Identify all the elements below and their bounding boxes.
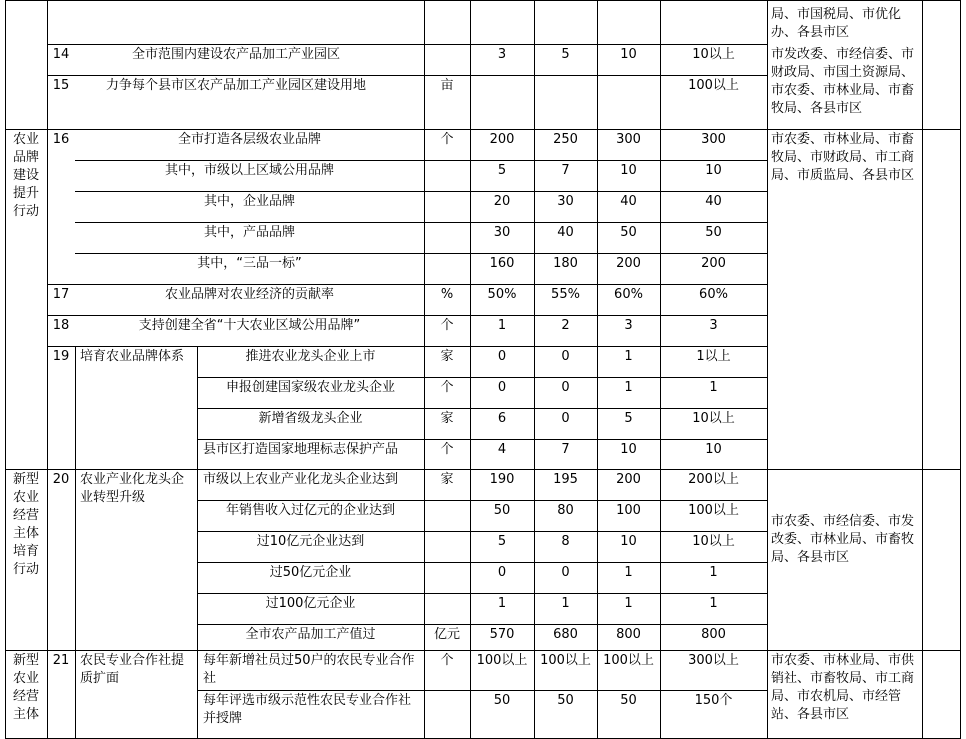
- value-cell: 50: [620, 225, 637, 240]
- department-cell: 市农委、市林业局、市供销社、市畜牧局、市工商局、市农机局、市经管站、各县市区: [771, 653, 915, 722]
- value-cell: 7: [561, 163, 570, 178]
- indicator-item: 全市农产品加工产值过: [245, 627, 376, 642]
- indicator-item: 过50亿元企业: [269, 565, 352, 580]
- unit-cell: 个: [440, 132, 454, 147]
- value-cell: 1: [624, 565, 633, 580]
- unit-cell: 家: [440, 472, 454, 487]
- value-cell: 5: [561, 47, 570, 62]
- value-cell: 1: [624, 596, 633, 611]
- department-cell: 局、市国税局、市优化办、各县市区: [771, 7, 902, 40]
- indicator-item: 全市打造各层级农业品牌: [177, 132, 321, 147]
- unit-cell: 亩: [440, 78, 454, 93]
- value-cell: 100以上: [476, 653, 528, 668]
- indicator-item: 县市区打造国家地理标志保护产品: [203, 442, 399, 457]
- unit-cell: 个: [440, 318, 454, 333]
- value-cell: 300以上: [688, 653, 739, 668]
- value-cell: 190: [489, 472, 515, 487]
- value-cell: 10以上: [692, 411, 735, 426]
- row-number: 21: [52, 653, 70, 668]
- value-cell: 0: [497, 380, 507, 395]
- value-cell: 200: [701, 256, 726, 271]
- value-cell: 3: [624, 318, 633, 333]
- value-cell: 1以上: [696, 349, 731, 364]
- value-cell: 200以上: [688, 472, 739, 487]
- value-cell: 0: [561, 380, 570, 395]
- value-cell: 1: [497, 596, 507, 611]
- indicator-item: 每年新增社员过50户的农民专业合作社: [203, 653, 415, 686]
- value-cell: 180: [553, 256, 578, 271]
- value-cell: 5: [624, 411, 633, 426]
- unit-cell: %: [440, 287, 454, 302]
- value-cell: 10以上: [692, 47, 735, 62]
- value-cell: 50%: [487, 287, 517, 302]
- category-cell: 新型农业经营主体: [12, 653, 39, 722]
- value-cell: 10: [620, 47, 637, 62]
- value-cell: 250: [553, 132, 578, 147]
- value-cell: 1: [709, 565, 718, 580]
- indicator-item: 其中，产品品牌: [203, 225, 295, 240]
- unit-cell: 个: [440, 653, 454, 668]
- value-cell: 1: [624, 349, 633, 364]
- value-cell: 570: [489, 627, 515, 642]
- unit-cell: 亿元: [433, 627, 460, 642]
- category-cell: 新型农业经营主体培育行动: [12, 472, 39, 577]
- value-cell: 2: [561, 318, 570, 333]
- indicator-item: 支持创建全省“十大农业区域公用品牌”: [138, 318, 361, 333]
- row-number: 14: [52, 47, 70, 62]
- unit-cell: 家: [440, 349, 454, 364]
- indicator-item: 申报创建国家级农业龙头企业: [225, 380, 395, 395]
- sub-item-cell: 农业产业化龙头企业转型升级: [80, 472, 185, 505]
- value-cell: 55%: [551, 287, 580, 302]
- value-cell: 10: [620, 534, 637, 549]
- value-cell: 200: [616, 472, 641, 487]
- value-cell: 10: [705, 442, 722, 457]
- value-cell: 200: [616, 256, 641, 271]
- row-number: 18: [52, 318, 70, 333]
- value-cell: 20: [493, 194, 511, 209]
- department-cell: 市农委、市林业局、市畜牧局、市财政局、市工商局、市质监局、各县市区: [771, 132, 915, 183]
- sub-item-cell: 农民专业合作社提质扩面: [80, 653, 185, 686]
- category-cell: 农业品牌建设提升行动: [12, 132, 39, 219]
- unit-cell: 家: [440, 411, 454, 426]
- indicator-item: 其中，市级以上区域公用品牌: [164, 163, 334, 178]
- row-number: 16: [52, 132, 70, 147]
- row-number: 19: [52, 349, 70, 364]
- value-cell: 0: [561, 349, 570, 364]
- value-cell: 80: [557, 503, 574, 518]
- value-cell: 50: [557, 693, 574, 708]
- indicator-item: 力争每个县市区农产品加工产业园区建设用地: [105, 78, 366, 93]
- indicator-item: 市级以上农业产业化龙头企业达到: [203, 472, 399, 487]
- value-cell: 300: [701, 132, 726, 147]
- value-cell: 1: [709, 380, 718, 395]
- value-cell: 60%: [614, 287, 643, 302]
- value-cell: 1: [624, 380, 633, 395]
- value-cell: 0: [561, 565, 570, 580]
- unit-cell: 个: [440, 442, 454, 457]
- sub-item-cell: 培育农业品牌体系: [80, 349, 185, 364]
- value-cell: 30: [557, 194, 574, 209]
- value-cell: 0: [561, 411, 570, 426]
- indicator-item: 过100亿元企业: [265, 596, 356, 611]
- value-cell: 680: [553, 627, 578, 642]
- value-cell: 4: [497, 442, 507, 457]
- row-number: 17: [52, 287, 70, 302]
- value-cell: 100以上: [603, 653, 654, 668]
- unit-cell: 个: [440, 380, 454, 395]
- value-cell: 50: [493, 503, 511, 518]
- indicator-item: 年销售收入过亿元的企业达到: [225, 503, 395, 518]
- value-cell: 40: [705, 194, 722, 209]
- value-cell: 6: [497, 411, 507, 426]
- value-cell: 60%: [699, 287, 728, 302]
- value-cell: 3: [709, 318, 718, 333]
- value-cell: 50: [493, 693, 511, 708]
- department-cell: 市发改委、市经信委、市财政局、市国土资源局、市农委、市林业局、市畜牧局、各县市区: [771, 47, 915, 116]
- department-cell: 市农委、市经信委、市发改委、市林业局、市畜牧局、各县市区: [771, 514, 915, 565]
- value-cell: 40: [557, 225, 574, 240]
- value-cell: 5: [497, 163, 507, 178]
- value-cell: 5: [497, 534, 507, 549]
- value-cell: 0: [497, 565, 507, 580]
- value-cell: 40: [620, 194, 637, 209]
- value-cell: 200: [489, 132, 515, 147]
- value-cell: 8: [561, 534, 570, 549]
- value-cell: 100以上: [688, 503, 739, 518]
- value-cell: 10以上: [692, 534, 735, 549]
- indicator-item: 过10亿元企业达到: [256, 534, 365, 549]
- value-cell: 150个: [694, 693, 733, 708]
- value-cell: 800: [701, 627, 726, 642]
- value-cell: 10: [620, 442, 637, 457]
- value-cell: 3: [497, 47, 507, 62]
- indicator-item: 农业品牌对农业经济的贡献率: [164, 287, 334, 302]
- value-cell: 1: [561, 596, 570, 611]
- value-cell: 160: [489, 256, 515, 271]
- value-cell: 50: [620, 693, 637, 708]
- indicator-item: 全市范围内建设农产品加工产业园区: [131, 47, 340, 62]
- value-cell: 1: [709, 596, 718, 611]
- value-cell: 10: [705, 163, 722, 178]
- row-number: 15: [52, 78, 70, 93]
- value-cell: 195: [553, 472, 578, 487]
- value-cell: 10: [620, 163, 637, 178]
- value-cell: 100: [616, 503, 641, 518]
- indicator-item: 每年评选市级示范性农民专业合作社并授牌: [203, 693, 412, 726]
- value-cell: 100以上: [688, 78, 739, 93]
- value-cell: 50: [705, 225, 722, 240]
- value-cell: 7: [561, 442, 570, 457]
- indicator-item: 新增省级龙头企业: [258, 411, 363, 426]
- indicator-item: 推进农业龙头企业上市: [245, 349, 376, 364]
- indicator-item: 其中，企业品牌: [203, 194, 295, 209]
- value-cell: 30: [493, 225, 511, 240]
- value-cell: 800: [616, 627, 641, 642]
- value-cell: 1: [497, 318, 507, 333]
- value-cell: 300: [616, 132, 641, 147]
- row-number: 20: [52, 472, 70, 487]
- value-cell: 0: [497, 349, 507, 364]
- indicator-item: 其中，“三品一标”: [197, 256, 302, 271]
- value-cell: 100以上: [540, 653, 591, 668]
